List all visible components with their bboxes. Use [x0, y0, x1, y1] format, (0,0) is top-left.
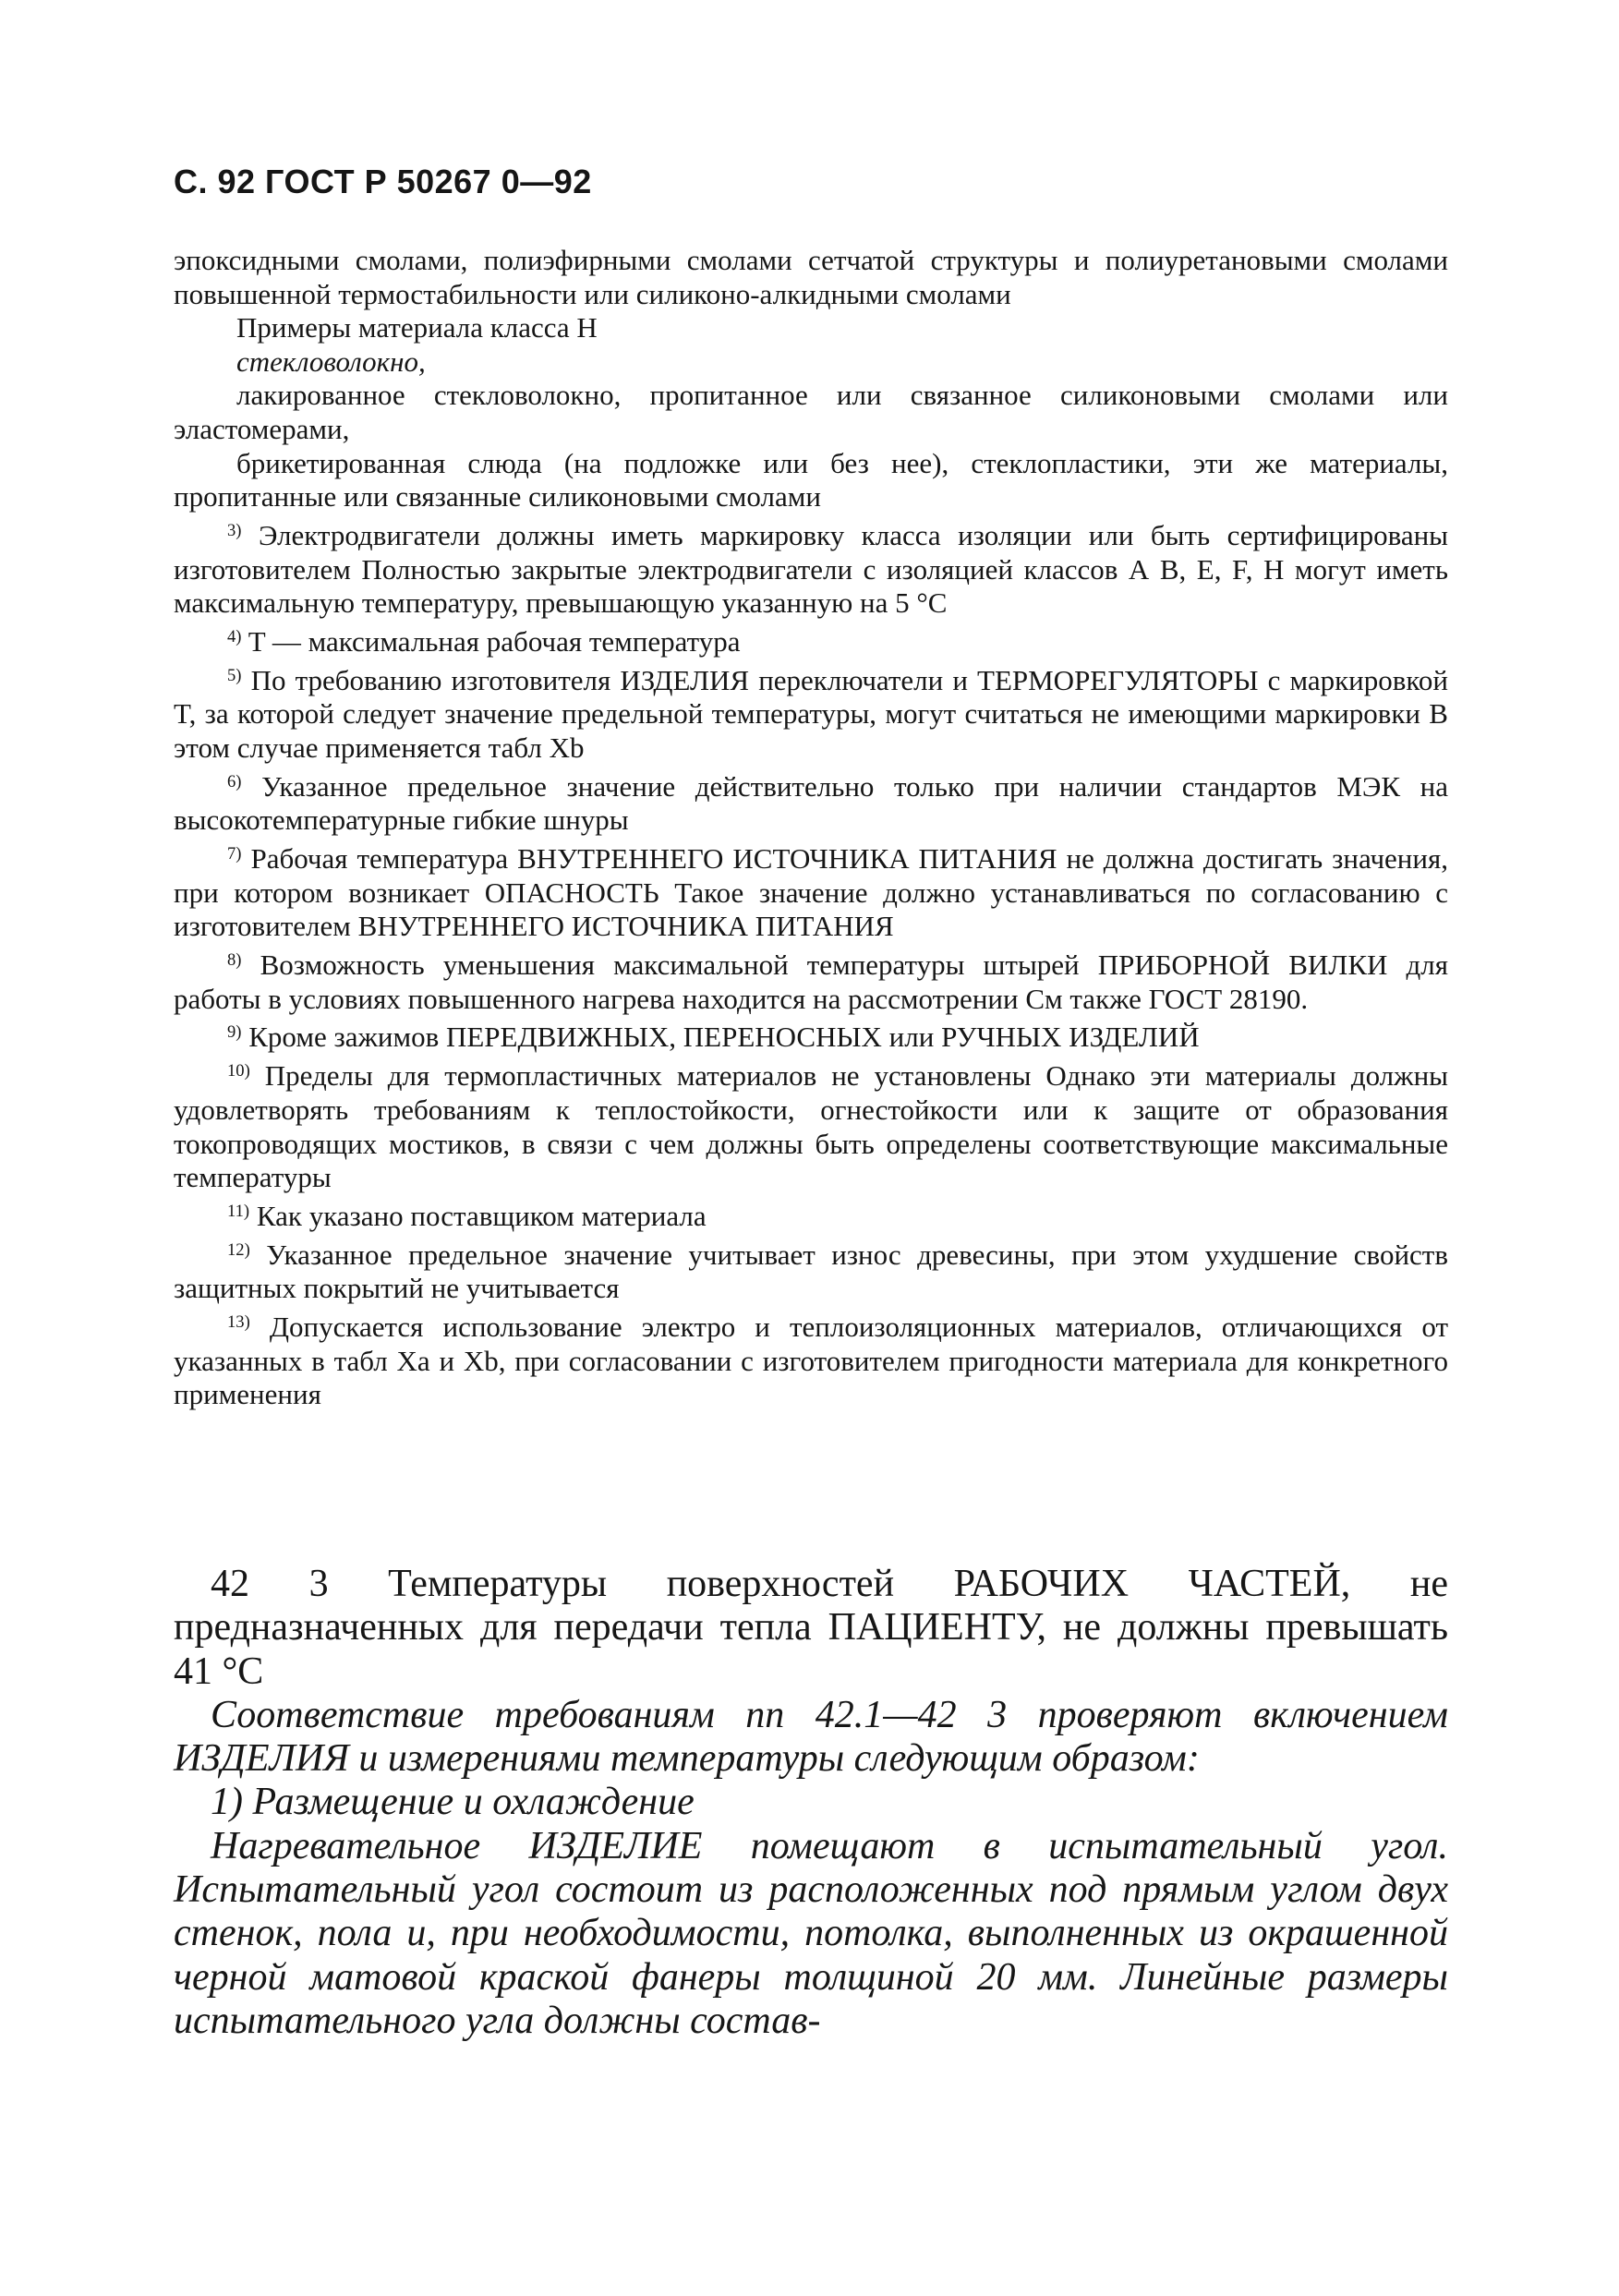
- footnote-13: $^{13)}$ Допускается использование электро и теплоизоляционных материалов, отличающихся от указанных в табл Xa и Xb, при согласовании с изготовителем пригодности материала для конкретного применения: [174, 1311, 1449, 1411]
- footnote-12: $^{12)}$ Указанное предельное значение учитывает износ древесины, при этом ухудшение свойств защитных покрытий не учитывается: [174, 1238, 1448, 1305]
- footnote-8: $^{8)}$ Возможность уменьшения максимальной температуры штырей ПРИБОРНОЙ ВИЛКИ для работы в условиях повышенного нагрева находится на рассмотрении См также ГОСТ 28190.: [174, 949, 1449, 1015]
- footnote-10: $^{10)}$ Пределы для термопластичных материалов не установлены Однако эти материалы должны удовлетворять требованиям к теплостойкости, огнестойкости или к защите от образования токопроводящих мостиков, в связи с чем должны быть определены соответствующие максимальные температуры: [174, 1059, 1448, 1194]
- footnote-4: $^{4)}$ T — максимальная рабочая температура: [227, 624, 741, 658]
- footnote-5: $^{5)}$ По требованию изготовителя ИЗДЕЛИЯ переключатели и ТЕРМОРЕГУЛЯТОРЫ с маркировкой T, за которой следует значение предельной температуры, могут считаться не имеющими маркировки В этом случае применяется табл Xb: [174, 663, 1448, 764]
- footnote-line: брикетированная слюда (на подложке или без нее), стеклопластики, эти же материалы, пропитанные или связанные силиконовыми смолами: [174, 446, 1448, 514]
- footnote-continuation: эпоксидными смолами, полиэфирными смолами сетчатой структуры и полиуретановыми смолами повышенной термостабильности или силиконо-алкидными смолами: [174, 244, 1448, 310]
- footnote-line: лакированное стекловолокно, пропитанное или связанное силиконовыми смолами или эластомерами,: [174, 379, 1448, 445]
- footnote-7: $^{7)}$ Рабочая температура ВНУТРЕННЕГО ИСТОЧНИКА ПИТАНИЯ не должна достигать значения, при котором возникает ОПАСНОСТЬ Такое значение должно устанавливаться по согласованию с изготовителем ВНУТРЕННЕГО ИСТОЧНИКА ПИТАНИЯ: [174, 842, 1448, 943]
- footnote-3: $^{3)}$ Электродвигатели должны иметь маркировку класса изоляции или быть сертифицированы изготовителем Полностью закрытые электродвигатели с изоляцией классов А В, Е, F, H могут иметь максимальную температуру, превышающую указанную на 5 °С: [174, 518, 1448, 620]
- page-header: С. 92 ГОСТ Р 50267 0—92: [174, 163, 592, 200]
- footnote-11: $^{11)}$ Как указано поставщиком материала: [227, 1200, 707, 1232]
- main-text: [174, 1563, 1448, 2043]
- step-text: Нагревательное ИЗДЕЛИЕ помещают в испытательный угол. Испытательный угол состоит из расположенных под прямым углом двух стенок, пола и, при необходимости, потолка, выполненных из окрашенной черной матовой краской фанеры толщиной 20 мм. Линейные размеры испытательного угла должны состав-: [174, 1824, 1448, 2042]
- footnote-9: $^{9)}$ Кроме зажимов ПЕРЕДВИЖНЫХ, ПЕРЕНОСНЫХ или РУЧНЫХ ИЗДЕЛИЙ: [227, 1021, 1200, 1054]
- footnote-6: $^{6)}$ Указанное предельное значение действительно только при наличии стандартов МЭК на высокотемпературные гибкие шнуры: [174, 769, 1449, 837]
- footnote-line: стекловолокно,: [236, 344, 426, 378]
- compliance-statement: Соответствие требованиям пп 42.1—42 3 проверяют включением ИЗДЕЛИЯ и измерениями температуры следующим образом:: [174, 1693, 1448, 1781]
- clause-42-3: 42 3 Температуры поверхностей РАБОЧИХ ЧАСТЕЙ, не предназначенных для передачи тепла ПАЦИЕНТУ, не должны превышать 41 °С: [174, 1563, 1448, 1693]
- footnotes-block: [174, 244, 1448, 1412]
- step-heading: 1) Размещение и охлаждение: [211, 1781, 695, 1824]
- footnote-line: Примеры материала класса H: [236, 311, 598, 344]
